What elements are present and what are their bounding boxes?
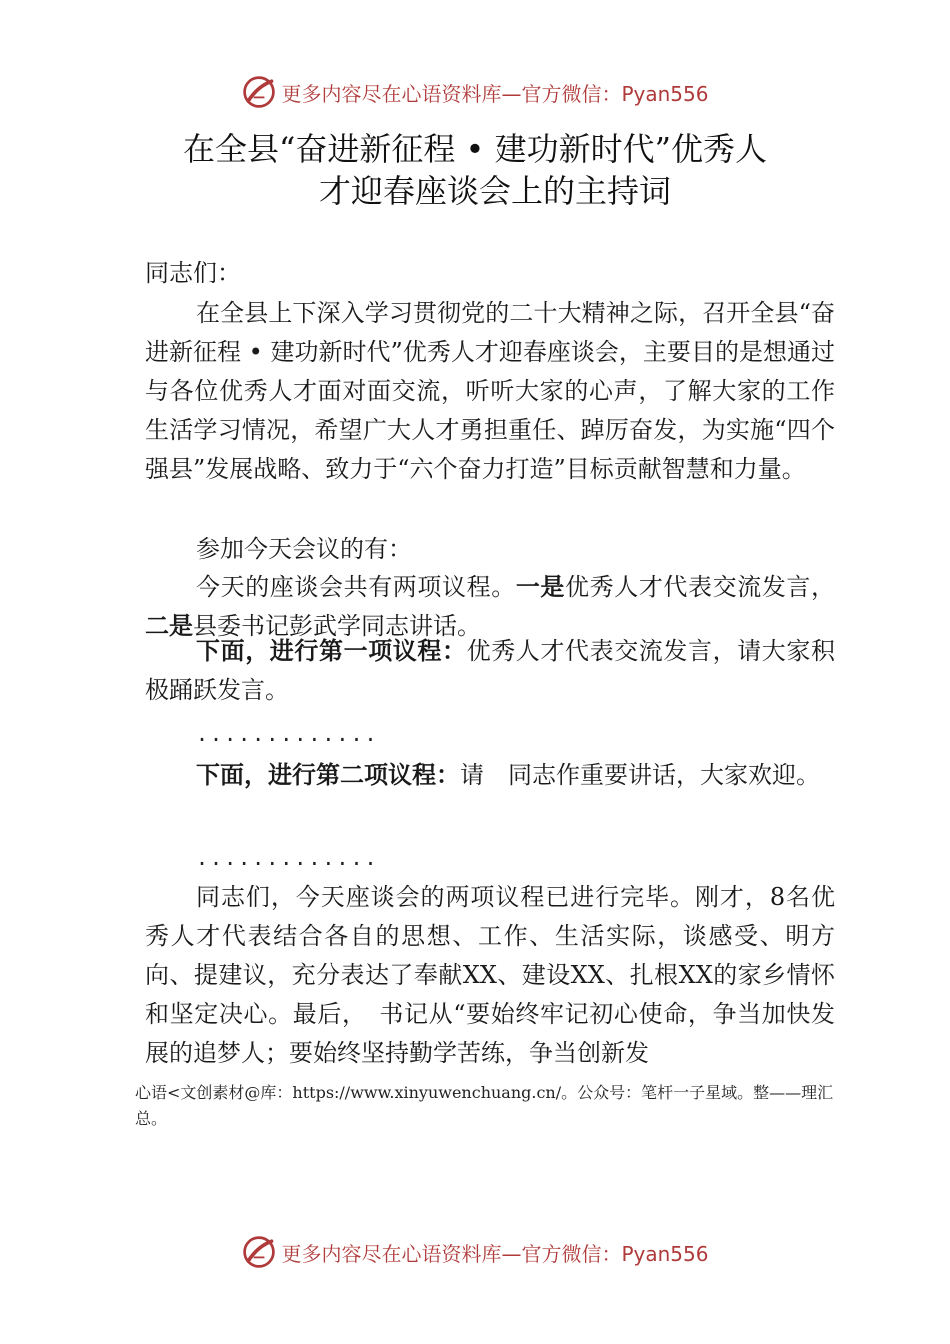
banner-text: 更多内容尽在心语资料库—官方微信：Pyan556 <box>281 1241 709 1266</box>
agenda-item-one-label: 一是 <box>515 573 566 601</box>
source-note: 心语<文创素材@库：https://www.xinyuwenchuang.cn/。公众号：笔杆一子星域。整——理汇总。 <box>135 1083 834 1128</box>
paragraph-agenda-second: 下面，进行第二项议程：请 同志作重要讲话，大家欢迎。 <box>196 761 820 789</box>
paragraph-attendees: 参加今天会议的有： <box>196 535 412 563</box>
banner-text: 更多内容尽在心语资料库—官方微信：Pyan556 <box>281 81 709 106</box>
paragraph-agenda-first: 下面，进行第一项议程：优秀人才代表交流发言，请大家积极踊跃发言。 <box>145 637 836 704</box>
paragraph-agenda: 今天的座谈会共有两项议程。一是优秀人才代表交流发言，二是县委书记彭武学同志讲话。 <box>145 573 836 640</box>
paragraph-closing: 同志们，今天座谈会的两项议程已进行完毕。刚才，8名优秀人才代表结合各自的思想、工作、生活实际，谈感受、明方向、提建议，充分表达了奉献XX、建设XX、扎根XX的家乡情怀和坚定决心。最后， 书记从“要始终牢记初心使命，争当加快发展的追梦人；要始终坚持勤学苦练，争当创新发 <box>145 883 835 1067</box>
greeting: 同志们： <box>145 259 241 287</box>
document-title-line2: 才迎春座谈会上的主持词 <box>318 172 671 210</box>
paragraph-intro: 在全县上下深入学习贯彻党的二十大精神之际，召开全县“奋进新征程 • 建功新时代”优秀人才迎春座谈会，主要目的是想通过与各位优秀人才面对面交流，听听大家的心声，了解大家的工作生活学习情况，希望广大人才勇担重任、踔厉奋发，为实施“四个强县”发展战略、致力于“六个奋力打造”目标贡献智慧和力量。 <box>145 299 835 483</box>
ellipsis-1: ............. <box>196 722 379 746</box>
brand-logo-icon <box>241 74 277 110</box>
ellipsis-2: ............. <box>196 846 379 870</box>
brand-logo-icon <box>241 1234 277 1270</box>
agenda-item-two-label: 二是 <box>145 612 193 640</box>
header-banner <box>0 72 950 112</box>
document-title-line1: 在全县“奋进新征程 • 建功新时代”优秀人 <box>183 130 767 168</box>
footer-banner <box>0 1232 950 1272</box>
